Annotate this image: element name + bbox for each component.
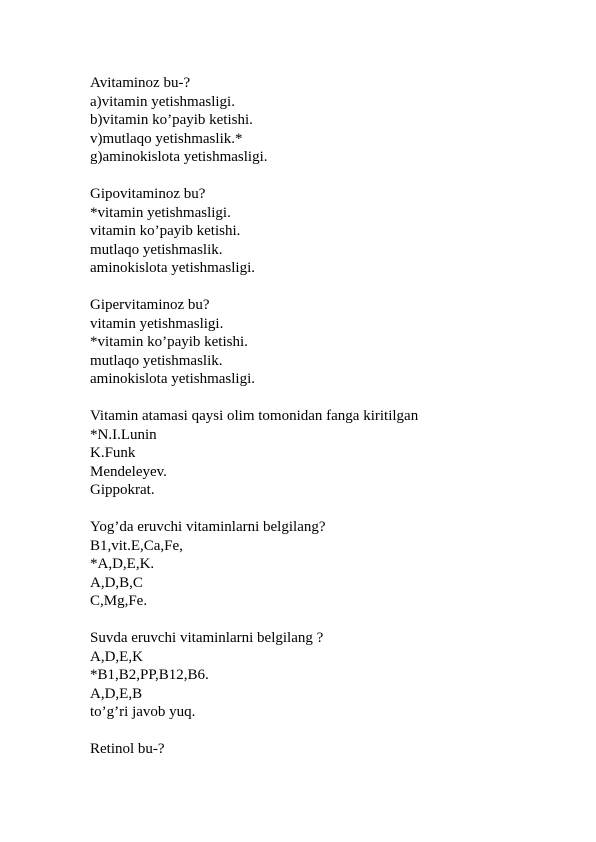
answer-option: vitamin ko’payib ketishi. — [90, 223, 241, 239]
answer-option: A,D,E,B — [90, 685, 143, 702]
document-body — [90, 74, 560, 777]
question-block — [90, 407, 560, 500]
answer-option: vitamin yetishmasligi. — [90, 315, 224, 332]
question-text: Yog’da eruvchi vitaminlarni belgilang? — [90, 519, 326, 535]
answer-option: A,D,B,C — [90, 574, 143, 591]
question-block — [90, 74, 560, 167]
answer-option: aminokislota yetishmasligi. — [90, 260, 255, 276]
answer-option: b)vitamin ko’payib ketishi. — [90, 112, 253, 128]
answer-option: *B1,B2,PP,B12,B6. — [90, 667, 209, 683]
answer-option: *vitamin ko’payib ketishi. — [90, 334, 248, 350]
question-text: Suvda eruvchi vitaminlarni belgilang ? — [90, 630, 324, 646]
answer-option: to’g’ri javob yuq. — [90, 704, 196, 720]
question-text: Vitamin atamasi qaysi olim tomonidan fanga kiritilgan — [90, 408, 419, 424]
answer-option: aminokislota yetishmasligi. — [90, 371, 255, 387]
answer-option: Mendeleyev. — [90, 463, 167, 480]
answer-option: C,Mg,Fe. — [90, 593, 148, 609]
question-block — [90, 296, 560, 389]
question-block — [90, 740, 560, 759]
question-block — [90, 518, 560, 611]
answer-option: mutlaqo yetishmaslik. — [90, 352, 223, 369]
answer-option: *N.I.Lunin — [90, 426, 157, 443]
answer-option: v)mutlaqo yetishmaslik.* — [90, 130, 243, 147]
question-text: Retinol bu-? — [90, 741, 165, 757]
question-text: Gipovitaminoz bu? — [90, 186, 206, 202]
question-block — [90, 629, 560, 722]
answer-option: *vitamin yetishmasligi. — [90, 204, 231, 221]
answer-option: mutlaqo yetishmaslik. — [90, 241, 223, 258]
answer-option: *A,D,E,K. — [90, 556, 155, 572]
answer-option: Gippokrat. — [90, 482, 155, 498]
answer-option: B1,vit.E,Ca,Fe, — [90, 537, 183, 554]
answer-option: A,D,E,K — [90, 648, 143, 665]
question-block — [90, 185, 560, 278]
answer-option: a)vitamin yetishmasligi. — [90, 93, 235, 110]
question-text: Avitaminoz bu-? — [90, 75, 191, 91]
question-text: Gipervitaminoz bu? — [90, 297, 210, 313]
answer-option: g)aminokislota yetishmasligi. — [90, 149, 268, 165]
answer-option: K.Funk — [90, 445, 136, 461]
